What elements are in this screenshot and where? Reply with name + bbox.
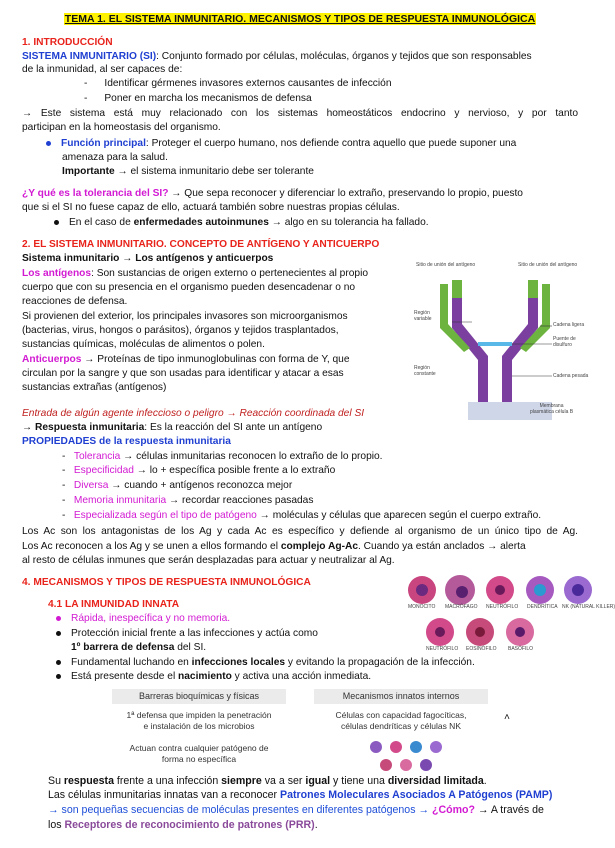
list-item: - Memoria inmunitaria → recordar reacciones pasadas xyxy=(62,495,314,506)
pamp-text: Las células inmunitarias innatas van a reconocer Patrones Moleculares Asociados A Patógenos (PAMP) xyxy=(48,789,553,801)
diagram-label: Cadena pesada xyxy=(553,373,589,379)
cursor-mark-icon: ˄ xyxy=(504,712,510,723)
cell-label: BASÓFILO xyxy=(508,646,534,652)
anticuerpos-text: circulan por la sangre y que son usadas para identificar y atacar a esas xyxy=(22,368,344,379)
tolerancia-text: que si el SI no fuese capaz de ello, actuará también sobre nuestras propias células. xyxy=(22,202,400,213)
list-item: - Identificar gérmenes invasores externos causantes de infección xyxy=(84,78,392,89)
mecanismos-box-title: Mecanismos innatos internos xyxy=(314,689,488,704)
diagram-label: Membrana plasmática célula B xyxy=(530,403,574,415)
anticuerpos-text: sustancias extrañas (antígenos) xyxy=(22,382,167,393)
respuesta-innata: Su respuesta frente a una infección siempre va a ser igual y tiene una diversidad limitada. xyxy=(48,775,487,787)
antigenos-text: reacciones de defensa. xyxy=(22,296,128,307)
anticuerpos-text: Anticuerpos → Proteínas de tipo inmunoglobulinas con forma de Y, que xyxy=(22,354,350,365)
diagram-label: Sitio de unión del antígeno xyxy=(416,262,476,268)
list-item: - Especializada según el tipo de patógeno → moléculas y células que aparecen según el cuerpo extraño. xyxy=(62,510,542,521)
ac-paragraph: Los Ac son los antagonistas de los Ag y cada Ac es específico y defiende al organismo de un único tipo de Ag. xyxy=(22,526,578,537)
list-item: Fundamental luchando en infecciones locales y evitando la propagación de la infección. xyxy=(56,656,475,669)
tolerancia-question: ¿Y qué es la tolerancia del SI? → Que sepa reconocer y diferenciar lo extraño, preservando lo propio, puesto xyxy=(22,188,523,199)
list-item: - Poner en marcha los mecanismos de defensa xyxy=(84,93,312,104)
ac-paragraph: al resto de células inmunes que serán desplazadas para actuar y neutralizar al Ag. xyxy=(22,555,395,566)
cell-label: DENDRÍTICA xyxy=(527,604,558,610)
diagram-label: Puente de disulfuro xyxy=(553,336,576,348)
autoinmunes-bullet: En el caso de enfermedades autoinmunes → algo en su tolerancia ha fallado. xyxy=(54,216,429,229)
antigenos-text: cuerpo que con su presencia en el organismo pueden desencadenar o no xyxy=(22,282,356,293)
diagram-label: Sitio de unión del antígeno xyxy=(518,262,578,268)
pamp-text-cont: → son pequeñas secuencias de moléculas presentes en diferentes patógenos → ¿Cómo? → A través de xyxy=(48,804,544,816)
immune-cells-small-image xyxy=(366,738,450,774)
diagram-label: Región constante xyxy=(414,365,436,377)
cell-label: MONOCITO xyxy=(408,604,436,610)
funcion-principal-cont: amenaza para la salud. xyxy=(62,152,168,163)
cell-label: MACRÓFAGO xyxy=(445,604,478,610)
antigenos-text: sustancias químicas, moléculas de alimentos o polen. xyxy=(22,339,265,350)
cell-label: NEUTRÓFILO xyxy=(426,646,459,652)
funcion-principal: Función principal: Proteger el cuerpo humano, nos defiende contra aquello que puede suponer una xyxy=(46,137,516,150)
variable-region-right xyxy=(528,280,538,298)
ac-paragraph: Los Ac reconocen a los Ag y se unen a ellos formando el complejo Ag-Ac. Cuando ya están anclados → alerta xyxy=(22,541,526,552)
list-item: - Especificidad → lo + específica posible frente a lo extraño xyxy=(62,465,336,476)
entrada-text: Entrada de algún agente infeccioso o peligro → Reacción coordinada del SI xyxy=(22,408,365,419)
prr-text: los Receptores de reconocimiento de patrones (PRR). xyxy=(48,819,318,831)
list-item: Rápida, inespecífica y no memoria. xyxy=(56,612,230,625)
si-definition: SISTEMA INMUNITARIO (SI): Conjunto formado por células, moléculas, órganos y tejidos que son responsables xyxy=(22,51,532,62)
variable-region-left xyxy=(452,280,462,298)
relation-text-cont: participan en la homeostasis del organismo. xyxy=(22,122,221,133)
barreras-text: 1ª defensa que impiden la penetración e instalación de los microbios xyxy=(126,710,272,731)
page-title: TEMA 1. EL SISTEMA INMUNITARIO. MECANISMOS Y TIPOS DE RESPUESTA INMUNOLÓGICA xyxy=(64,13,536,25)
bullet-icon xyxy=(56,631,61,636)
cell-label: NK (NATURAL KILLER) xyxy=(562,604,615,610)
list-item: - Diversa → cuando + antígenos reconozca mejor xyxy=(62,480,293,491)
antigenos-text: Los antígenos: Son sustancias de origen externo o pertenecientes al propio xyxy=(22,268,369,279)
list-item: Está presente desde el nacimiento y activa una acción inmediata. xyxy=(56,670,371,683)
antigenos-text: Si provienen del exterior, los principales invasores son microorganismos xyxy=(22,311,348,322)
section-4-1-heading: 4.1 LA INMUNIDAD INNATA xyxy=(48,599,180,610)
antigenos-text: (bacterias, virus, hongos o parásitos), órganos y tejidos trasplantados, xyxy=(22,325,339,336)
bullet-icon xyxy=(56,616,61,621)
mecanismos-text: Células con capacidad fagocíticas, células dendríticas y células NK xyxy=(335,710,467,731)
disulfide-bridge xyxy=(478,342,512,346)
cell-label: NEUTRÓFILO xyxy=(486,604,519,610)
importante-note: Importante → el sistema inmunitario debe ser tolerante xyxy=(62,166,314,177)
diagram-label: Región variable xyxy=(414,310,432,322)
section-2-subheading: Sistema inmunitario → Los antígenos y anticuerpos xyxy=(22,253,274,264)
bullet-icon xyxy=(56,674,61,679)
section-4-heading: 4. MECANISMOS Y TIPOS DE RESPUESTA INMUNOLÓGICA xyxy=(22,577,311,588)
section-2-heading: 2. EL SISTEMA INMUNITARIO. CONCEPTO DE ANTÍGENO Y ANTICUERPO xyxy=(22,239,380,250)
si-definition-cont: de la inmunidad, al ser capaces de: xyxy=(22,64,183,75)
diagram-label: Cadena ligera xyxy=(553,322,585,328)
barreras-text: Actuan contra cualquier patógeno de forma no específica xyxy=(129,743,269,764)
list-item: Protección inicial frente a las infecciones y actúa como xyxy=(56,627,318,640)
propiedades-heading: PROPIEDADES de la respuesta inmunitaria xyxy=(22,436,231,447)
cell-label: EOSINÓFILO xyxy=(466,646,497,652)
bullet-icon xyxy=(46,141,51,146)
section-1-heading: 1. INTRODUCCIÓN xyxy=(22,37,113,48)
bullet-icon xyxy=(56,660,61,665)
barreras-box-title: Barreras bioquímicas y físicas xyxy=(112,689,286,704)
list-item-cont: 1º barrera de defensa del SI. xyxy=(71,642,207,653)
respuesta-inmunitaria: → Respuesta inmunitaria: Es la reacción del SI ante un antígeno xyxy=(22,422,323,433)
bullet-icon xyxy=(54,220,59,225)
relation-text: → Este sistema está muy relacionado con los sistemas homeostáticos endocrino y nervioso, y por tanto xyxy=(22,108,578,119)
list-item: - Tolerancia → células inmunitarias reconocen lo extraño de lo propio. xyxy=(62,451,383,462)
